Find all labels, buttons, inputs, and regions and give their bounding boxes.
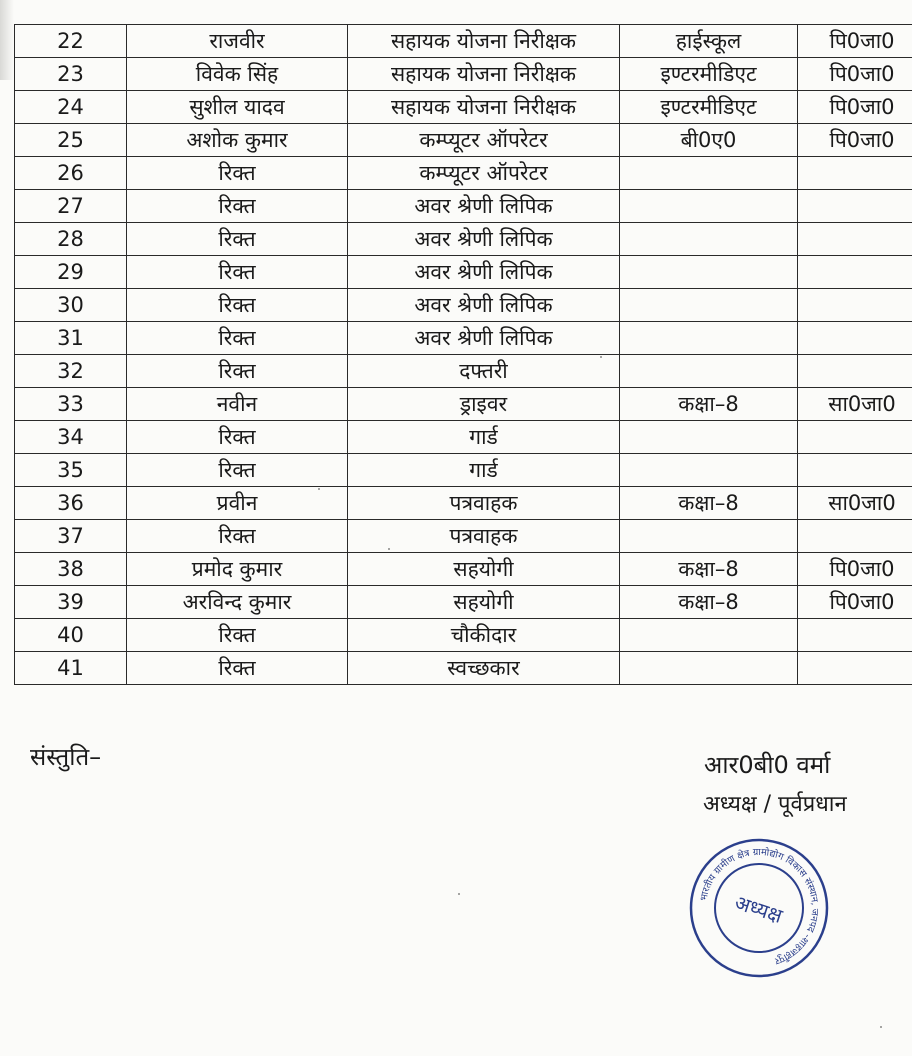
table-row xyxy=(15,586,912,619)
employee-name-cell: रिक्त xyxy=(127,322,348,355)
table-row xyxy=(15,25,912,58)
seal-center-text: अध्यक्ष xyxy=(731,890,786,928)
table-row xyxy=(15,190,912,223)
post-title-cell: अवर श्रेणी लिपिक xyxy=(348,223,620,256)
employee-name-cell: रिक्त xyxy=(127,421,348,454)
qualification-cell: इण्टरमीडिएट xyxy=(620,58,798,91)
category-cell xyxy=(798,322,912,355)
ink-speck xyxy=(600,356,602,358)
post-title-cell: गार्ड xyxy=(348,454,620,487)
employee-name-cell: रिक्त xyxy=(127,520,348,553)
table-row xyxy=(15,289,912,322)
page-edge-shadow xyxy=(0,0,14,80)
qualification-cell xyxy=(620,355,798,388)
table-row xyxy=(15,322,912,355)
post-title-cell: गार्ड xyxy=(348,421,620,454)
serial-number-cell: 38 xyxy=(15,553,127,586)
category-cell: पि0जा0 xyxy=(798,58,912,91)
qualification-cell: इण्टरमीडिएट xyxy=(620,91,798,124)
table-row xyxy=(15,355,912,388)
table-row xyxy=(15,388,912,421)
serial-number-cell: 29 xyxy=(15,256,127,289)
qualification-cell xyxy=(620,157,798,190)
qualification-cell: कक्षा–8 xyxy=(620,586,798,619)
employee-name-cell: रिक्त xyxy=(127,355,348,388)
qualification-cell xyxy=(620,652,798,685)
employee-name-cell: रिक्त xyxy=(127,256,348,289)
qualification-cell xyxy=(620,190,798,223)
signatory-title: अध्यक्ष / पूर्वप्रधान xyxy=(703,792,847,817)
qualification-cell xyxy=(620,256,798,289)
category-cell xyxy=(798,289,912,322)
ink-speck xyxy=(458,893,460,895)
serial-number-cell: 27 xyxy=(15,190,127,223)
category-cell: पि0जा0 xyxy=(798,586,912,619)
employee-name-cell: रिक्त xyxy=(127,652,348,685)
category-cell xyxy=(798,454,912,487)
serial-number-cell: 41 xyxy=(15,652,127,685)
qualification-cell xyxy=(620,289,798,322)
employee-name-cell: रिक्त xyxy=(127,454,348,487)
post-title-cell: अवर श्रेणी लिपिक xyxy=(348,289,620,322)
category-cell xyxy=(798,157,912,190)
table-row xyxy=(15,223,912,256)
seal-ring-text: भारतीय ग्रामीण क्षेत्र ग्रामोद्योग विकास संस्थान, जनपद -शाहजहाँपुर xyxy=(698,846,821,967)
serial-number-cell: 25 xyxy=(15,124,127,157)
post-title-cell: स्वच्छकार xyxy=(348,652,620,685)
official-seal-stamp xyxy=(682,838,836,978)
table-row xyxy=(15,553,912,586)
post-title-cell: सहायक योजना निरीक्षक xyxy=(348,58,620,91)
table-row xyxy=(15,157,912,190)
employee-name-cell: रिक्त xyxy=(127,619,348,652)
category-cell: पि0जा0 xyxy=(798,25,912,58)
serial-number-cell: 40 xyxy=(15,619,127,652)
qualification-cell xyxy=(620,421,798,454)
serial-number-cell: 33 xyxy=(15,388,127,421)
category-cell: पि0जा0 xyxy=(798,124,912,157)
qualification-cell xyxy=(620,520,798,553)
table-row xyxy=(15,454,912,487)
employee-name-cell: नवीन xyxy=(127,388,348,421)
serial-number-cell: 36 xyxy=(15,487,127,520)
serial-number-cell: 31 xyxy=(15,322,127,355)
table-row xyxy=(15,421,912,454)
qualification-cell xyxy=(620,223,798,256)
post-title-cell: अवर श्रेणी लिपिक xyxy=(348,256,620,289)
serial-number-cell: 24 xyxy=(15,91,127,124)
serial-number-cell: 39 xyxy=(15,586,127,619)
signatory-name: आर0बी0 वर्मा xyxy=(704,751,831,779)
employee-name-cell: अरविन्द कुमार xyxy=(127,586,348,619)
category-cell: पि0जा0 xyxy=(798,553,912,586)
serial-number-cell: 23 xyxy=(15,58,127,91)
qualification-cell: कक्षा–8 xyxy=(620,487,798,520)
ink-speck xyxy=(880,1026,882,1028)
table-row xyxy=(15,652,912,685)
staff-table xyxy=(14,24,912,685)
category-cell xyxy=(798,520,912,553)
serial-number-cell: 26 xyxy=(15,157,127,190)
post-title-cell: पत्रवाहक xyxy=(348,520,620,553)
table-row xyxy=(15,256,912,289)
category-cell: सा0जा0 xyxy=(798,487,912,520)
employee-name-cell: रिक्त xyxy=(127,223,348,256)
post-title-cell: कम्प्यूटर ऑपरेटर xyxy=(348,124,620,157)
employee-name-cell: अशोक कुमार xyxy=(127,124,348,157)
post-title-cell: पत्रवाहक xyxy=(348,487,620,520)
employee-name-cell: प्रवीन xyxy=(127,487,348,520)
post-title-cell: सहायक योजना निरीक्षक xyxy=(348,91,620,124)
post-title-cell: सहायक योजना निरीक्षक xyxy=(348,25,620,58)
serial-number-cell: 35 xyxy=(15,454,127,487)
post-title-cell: अवर श्रेणी लिपिक xyxy=(348,322,620,355)
category-cell xyxy=(798,619,912,652)
category-cell xyxy=(798,421,912,454)
qualification-cell xyxy=(620,619,798,652)
table-row xyxy=(15,619,912,652)
employee-name-cell: राजवीर xyxy=(127,25,348,58)
qualification-cell xyxy=(620,322,798,355)
post-title-cell: सहयोगी xyxy=(348,553,620,586)
employee-name-cell: रिक्त xyxy=(127,190,348,223)
employee-name-cell: विवेक सिंह xyxy=(127,58,348,91)
serial-number-cell: 30 xyxy=(15,289,127,322)
recommendation-label: संस्तुति– xyxy=(30,743,102,771)
ink-speck xyxy=(388,548,390,550)
qualification-cell: हाईस्कूल xyxy=(620,25,798,58)
category-cell xyxy=(798,190,912,223)
employee-name-cell: प्रमोद कुमार xyxy=(127,553,348,586)
staff-table-body xyxy=(15,25,912,685)
table-row xyxy=(15,58,912,91)
post-title-cell: सहयोगी xyxy=(348,586,620,619)
qualification-cell xyxy=(620,454,798,487)
ink-speck xyxy=(318,488,320,490)
employee-name-cell: रिक्त xyxy=(127,157,348,190)
qualification-cell: कक्षा–8 xyxy=(620,388,798,421)
category-cell xyxy=(798,223,912,256)
table-row xyxy=(15,124,912,157)
serial-number-cell: 28 xyxy=(15,223,127,256)
table-row xyxy=(15,487,912,520)
serial-number-cell: 32 xyxy=(15,355,127,388)
qualification-cell: बी0ए0 xyxy=(620,124,798,157)
category-cell: पि0जा0 xyxy=(798,91,912,124)
category-cell xyxy=(798,256,912,289)
post-title-cell: चौकीदार xyxy=(348,619,620,652)
serial-number-cell: 34 xyxy=(15,421,127,454)
employee-name-cell: सुशील यादव xyxy=(127,91,348,124)
category-cell: सा0जा0 xyxy=(798,388,912,421)
post-title-cell: अवर श्रेणी लिपिक xyxy=(348,190,620,223)
post-title-cell: ड्राइवर xyxy=(348,388,620,421)
table-row xyxy=(15,520,912,553)
serial-number-cell: 22 xyxy=(15,25,127,58)
post-title-cell: दफ्तरी xyxy=(348,355,620,388)
qualification-cell: कक्षा–8 xyxy=(620,553,798,586)
category-cell xyxy=(798,355,912,388)
category-cell xyxy=(798,652,912,685)
table-row xyxy=(15,91,912,124)
employee-name-cell: रिक्त xyxy=(127,289,348,322)
post-title-cell: कम्प्यूटर ऑपरेटर xyxy=(348,157,620,190)
serial-number-cell: 37 xyxy=(15,520,127,553)
